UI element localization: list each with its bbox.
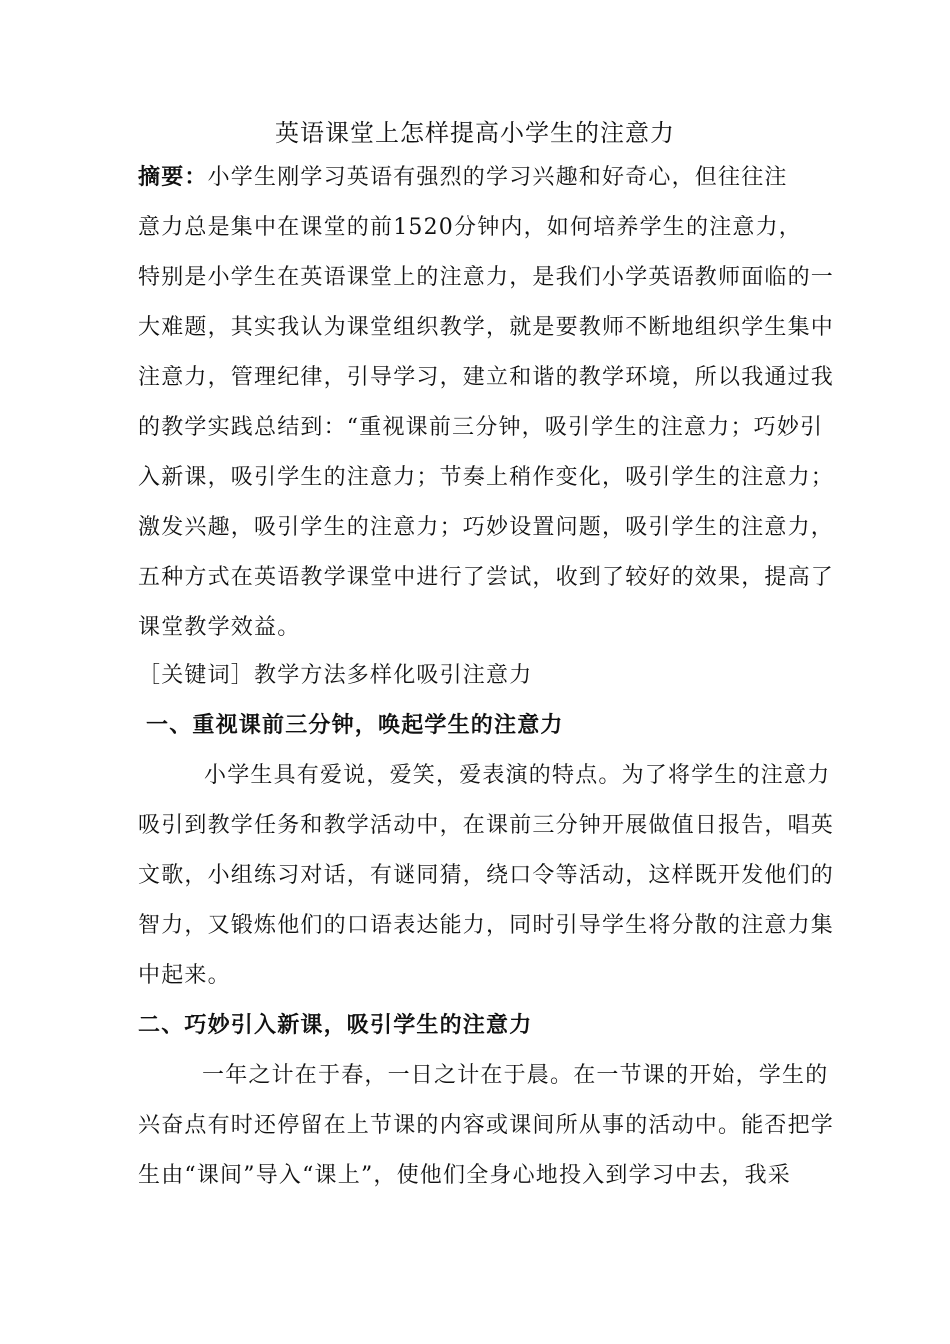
abstract-line: 意力总是集中在课堂的前1520分钟内，如何培养学生的注意力， bbox=[138, 215, 802, 240]
abstract-line: 入新课，吸引学生的注意力；节奏上稍作变化，吸引学生的注意力； bbox=[138, 465, 835, 490]
section-paragraph-line: 小学生具有爱说，爱笑，爱表演的特点。为了将学生的注意力 bbox=[204, 763, 831, 788]
keywords-line: ［关键词］教学方法多样化吸引注意力 bbox=[138, 663, 533, 688]
section-paragraph-line: 中起来。 bbox=[138, 963, 231, 988]
section-paragraph-line: 智力，又锻炼他们的口语表达能力，同时引导学生将分散的注意力集 bbox=[138, 913, 835, 938]
section-heading: 二、巧妙引入新课，吸引学生的注意力 bbox=[138, 1013, 533, 1038]
abstract-line: 的教学实践总结到：“重视课前三分钟，吸引学生的注意力；巧妙引 bbox=[138, 415, 824, 440]
section-heading: 一、重视课前三分钟，唤起学生的注意力 bbox=[146, 713, 564, 738]
section-paragraph-line: 生由“课间”导入“课上”，使他们全身心地投入到学习中去，我采 bbox=[138, 1163, 791, 1188]
abstract-line: 激发兴趣，吸引学生的注意力；巧妙设置问题，吸引学生的注意力， bbox=[138, 515, 835, 540]
section-paragraph-line: 吸引到教学任务和教学活动中，在课前三分钟开展做值日报告，唱英 bbox=[138, 813, 835, 838]
section-paragraph-line: 文歌，小组练习对话，有谜同猜，绕口令等活动，这样既开发他们的 bbox=[138, 863, 835, 888]
section-paragraph-line: 兴奋点有时还停留在上节课的内容或课间所从事的活动中。能否把学 bbox=[138, 1113, 835, 1138]
section-paragraph-line: 一年之计在于春，一日之计在于晨。在一节课的开始，学生的 bbox=[202, 1063, 829, 1088]
abstract-line: 大难题，其实我认为课堂组织教学，就是要教师不断地组织学生集中 bbox=[138, 315, 835, 340]
document-title: 英语课堂上怎样提高小学生的注意力 bbox=[275, 119, 675, 147]
abstract-text: 小学生刚学习英语有强烈的学习兴趣和好奇心，但往往注 bbox=[207, 165, 788, 190]
abstract-line: 特别是小学生在英语课堂上的注意力，是我们小学英语教师面临的一 bbox=[138, 265, 835, 290]
abstract-line: 五种方式在英语教学课堂中进行了尝试，收到了较好的效果，提高了 bbox=[138, 565, 835, 590]
abstract-line bbox=[138, 162, 828, 194]
abstract-line: 注意力，管理纪律，引导学习，建立和谐的教学环境，所以我通过我 bbox=[138, 365, 835, 390]
abstract-line: 课堂教学效益。 bbox=[138, 615, 301, 640]
abstract-label: 摘要： bbox=[138, 165, 208, 190]
